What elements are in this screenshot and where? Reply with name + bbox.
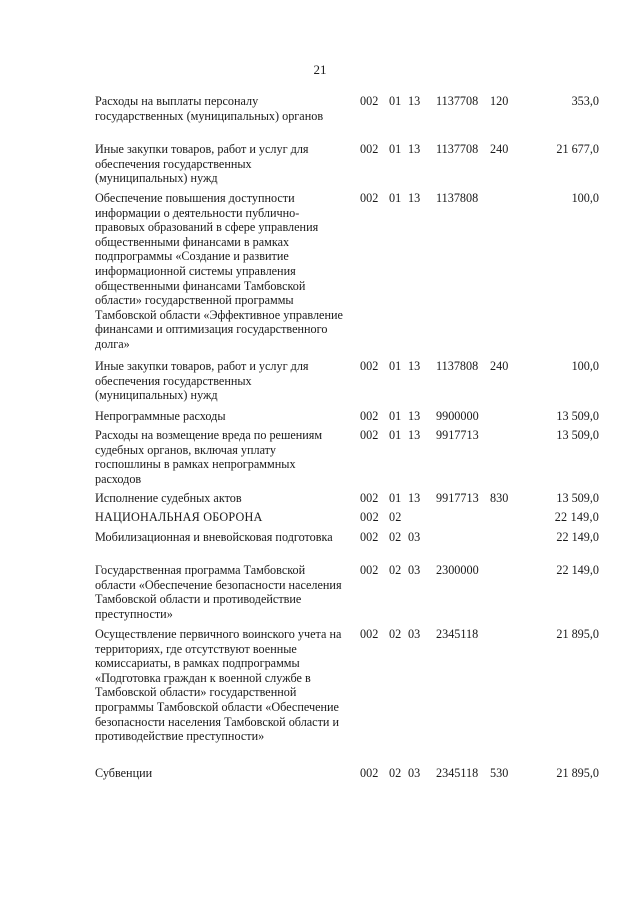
expense-type-code: 240 xyxy=(490,142,509,156)
target-code: 1137808 xyxy=(436,359,479,373)
expense-name: Иные закупки товаров, работ и услуг для обеспечения государственных (муниципальных) нужд xyxy=(95,142,309,186)
subsection-code: 13 xyxy=(408,491,421,505)
amount: 22 149,0 xyxy=(554,510,599,524)
expense-name: Осуществление первичного воинского учета на территориях, где отсутствуют военные комиссариаты, в рамках подпрограммы «Подготовка граждан к военной службе в Тамбовской области» государственной программы Тамбовской области «Обеспечение безопасности населения Тамбовской области и противодействие преступности» xyxy=(95,627,342,744)
expense-type-code: 120 xyxy=(490,94,509,108)
amount: 353,0 xyxy=(571,94,599,108)
target-code: 2345118 xyxy=(436,627,479,641)
section-code: 01 xyxy=(389,142,402,156)
expense-name: Непрограммные расходы xyxy=(95,409,226,423)
ministry-code: 002 xyxy=(360,627,379,641)
page-number: 21 xyxy=(313,62,327,77)
ministry-code: 002 xyxy=(360,563,379,577)
subsection-code: 03 xyxy=(408,530,421,544)
ministry-code: 002 xyxy=(360,428,379,442)
expense-name: Исполнение судебных актов xyxy=(95,491,242,505)
subsection-code: 13 xyxy=(408,359,421,373)
amount: 13 509,0 xyxy=(556,409,599,423)
subsection-code: 13 xyxy=(408,142,421,156)
amount: 22 149,0 xyxy=(556,530,599,544)
expense-type-code: 830 xyxy=(490,491,509,505)
section-code: 01 xyxy=(389,191,402,205)
target-code: 9917713 xyxy=(436,428,479,442)
expense-type-code: 530 xyxy=(490,766,509,780)
section-code: 01 xyxy=(389,94,402,108)
ministry-code: 002 xyxy=(360,491,379,505)
expense-name: Обеспечение повышения доступности информации о деятельности публично-правовых образований в сфере управления общественными финансами в рамках подпрограммы «Создание и развитие информационной системы управления общественными финансами Тамбовской области» государственной программы Тамбовской области «Эффективное управление финансами и оптимизация государственного долга» xyxy=(95,191,343,351)
subsection-code: 13 xyxy=(408,191,421,205)
section-code: 02 xyxy=(389,627,402,641)
expense-name: НАЦИОНАЛЬНАЯ ОБОРОНА xyxy=(95,510,263,524)
ministry-code: 002 xyxy=(360,530,379,544)
ministry-code: 002 xyxy=(360,766,379,780)
expense-type-code: 240 xyxy=(490,359,509,373)
target-code: 9900000 xyxy=(436,409,479,423)
expense-name: Иные закупки товаров, работ и услуг для обеспечения государственных (муниципальных) нужд xyxy=(95,359,309,403)
subsection-code: 13 xyxy=(408,409,421,423)
subsection-code: 13 xyxy=(408,428,421,442)
amount: 21 677,0 xyxy=(556,142,599,156)
subsection-code: 03 xyxy=(408,563,421,577)
target-code: 1137708 xyxy=(436,94,479,108)
section-code: 02 xyxy=(389,510,402,524)
amount: 21 895,0 xyxy=(556,766,599,780)
ministry-code: 002 xyxy=(360,142,379,156)
target-code: 2300000 xyxy=(436,563,479,577)
amount: 21 895,0 xyxy=(556,627,599,641)
target-code: 9917713 xyxy=(436,491,479,505)
amount: 100,0 xyxy=(571,191,599,205)
ministry-code: 002 xyxy=(360,359,379,373)
expense-name: Государственная программа Тамбовской области «Обеспечение безопасности населения Тамбовской области и противодействие преступности» xyxy=(95,563,342,621)
amount: 100,0 xyxy=(571,359,599,373)
ministry-code: 002 xyxy=(360,94,379,108)
expense-name: Мобилизационная и вневойсковая подготовка xyxy=(95,530,333,544)
section-code: 01 xyxy=(389,491,402,505)
target-code: 1137808 xyxy=(436,191,479,205)
section-code: 02 xyxy=(389,563,402,577)
target-code: 1137708 xyxy=(436,142,479,156)
section-code: 01 xyxy=(389,359,402,373)
section-code: 01 xyxy=(389,428,402,442)
amount: 13 509,0 xyxy=(556,491,599,505)
expense-name: Расходы на возмещение вреда по решениям судебных органов, включая уплату госпошлины в рамках непрограммных расходов xyxy=(95,428,323,486)
ministry-code: 002 xyxy=(360,191,379,205)
section-code: 01 xyxy=(389,409,402,423)
subsection-code: 13 xyxy=(408,94,421,108)
subsection-code: 03 xyxy=(408,627,421,641)
expense-name: Субвенции xyxy=(95,766,153,780)
expense-name: Расходы на выплаты персоналу государственных (муниципальных) органов xyxy=(95,94,324,123)
ministry-code: 002 xyxy=(360,510,379,524)
amount: 13 509,0 xyxy=(556,428,599,442)
ministry-code: 002 xyxy=(360,409,379,423)
subsection-code: 03 xyxy=(408,766,421,780)
section-code: 02 xyxy=(389,766,402,780)
section-code: 02 xyxy=(389,530,402,544)
target-code: 2345118 xyxy=(436,766,479,780)
amount: 22 149,0 xyxy=(556,563,599,577)
